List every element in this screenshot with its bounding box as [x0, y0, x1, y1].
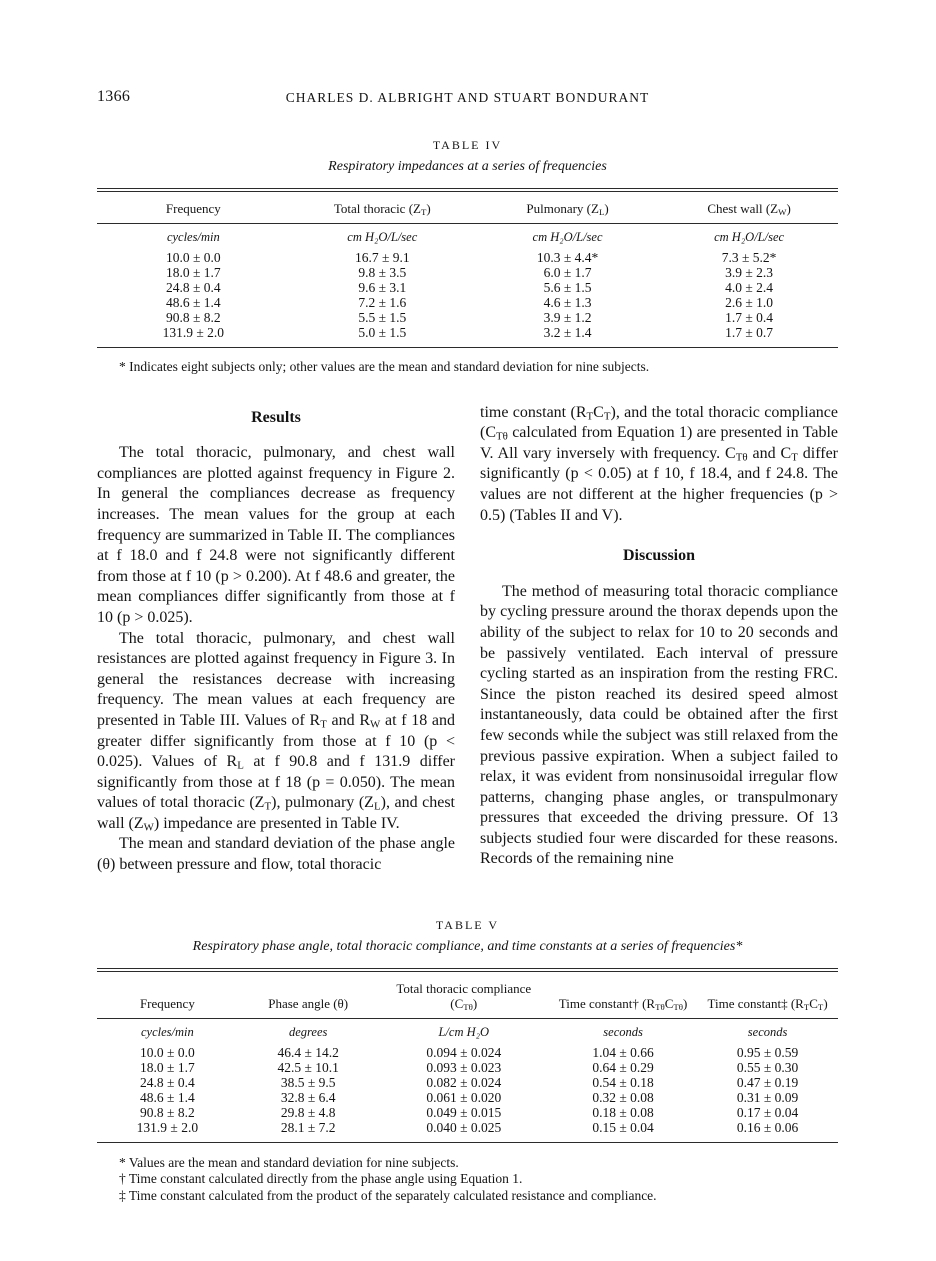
table-iv-section: [97, 138, 838, 375]
discussion-heading: Discussion: [622, 547, 696, 565]
unit-cell: cycles/min: [141, 1024, 194, 1039]
table-row: [97, 265, 838, 280]
cell: 0.32 ± 0.08: [592, 1089, 654, 1105]
column-header: Frequency: [97, 970, 238, 1019]
cell: 90.8 ± 8.2: [165, 309, 221, 325]
table-iv-header-row: [97, 190, 838, 223]
cell: 3.9 ± 1.2: [543, 309, 592, 325]
cell: 3.9 ± 2.3: [725, 264, 774, 280]
paragraph: The total thoracic, pulmonary, and chest wall resistances are plotted against frequency in Figure 3. In general the resistances decrease with increasing frequency. The mean values at each frequency are presented in Table III. Values of $R_T$ and $R_W$ at f 18 and greater differ significantly from those at f 10 (p < 0.025). Values of $R_L$ at f 90.8 and f 131.9 differ significantly from those at f 18 (p = 0.050). The mean values of total thoracic $(Z_T)$, pulmonary $(Z_L)$, and chest wall $(Z_W)$ impedance are presented in Table IV.: [97, 629, 456, 834]
unit-cell: degrees: [288, 1024, 328, 1039]
cell: 0.061 ± 0.020: [426, 1089, 502, 1105]
table-v-label: TABLE V: [435, 917, 500, 932]
cell: 4.6 ± 1.3: [543, 294, 592, 310]
cell: 3.2 ± 1.4: [543, 324, 592, 340]
cell: 0.47 ± 0.19: [736, 1074, 799, 1090]
cell: 0.18 ± 0.08: [592, 1104, 654, 1120]
cell: 2.6 ± 1.0: [725, 294, 774, 310]
cell: 6.0 ± 1.7: [543, 264, 592, 280]
column-header: Chest wall $(Z_W)$: [660, 190, 838, 223]
cell: 10.0 ± 0.0: [165, 249, 221, 265]
cell: 28.1 ± 7.2: [280, 1119, 336, 1135]
cell: 18.0 ± 1.7: [140, 1059, 195, 1075]
table-iv-footnote: * Indicates eight subjects only; other values are the mean and standard deviation for nine subjects.: [119, 358, 650, 374]
cell: 24.8 ± 0.4: [165, 279, 221, 295]
cell: 0.082 ± 0.024: [426, 1074, 502, 1090]
column-header: Phase angle (θ): [238, 970, 379, 1019]
table-row: [97, 1075, 838, 1090]
cell: 0.55 ± 0.30: [736, 1059, 799, 1075]
cell: 32.8 ± 6.4: [280, 1089, 336, 1105]
table-v-footnote: † Time constant calculated directly from the phase angle using Equation 1.: [119, 1171, 523, 1187]
table-v-footnote: * Values are the mean and standard deviation for nine subjects.: [119, 1154, 459, 1170]
cell: 9.6 ± 3.1: [358, 279, 407, 295]
left-column: [97, 403, 455, 876]
unit-cell: cycles/min: [166, 229, 220, 244]
cell: 10.3 ± 4.4*: [536, 249, 599, 265]
cell: 48.6 ± 1.4: [140, 1089, 195, 1105]
cell: 18.0 ± 1.7: [165, 264, 221, 280]
cell: 0.093 ± 0.023: [426, 1059, 502, 1075]
cell: 0.17 ± 0.04: [736, 1104, 799, 1120]
cell: 29.8 ± 4.8: [280, 1104, 336, 1120]
table-iv: [97, 188, 838, 348]
table-row: [97, 1105, 838, 1120]
unit-cell: L/cm H₂O: [438, 1024, 490, 1039]
units-row: [97, 223, 838, 248]
cell: 7.2 ± 1.6: [358, 294, 407, 310]
table-row: [97, 1043, 838, 1060]
cell: 131.9 ± 2.0: [136, 1119, 199, 1135]
table-row: [97, 325, 838, 348]
table-v-footnotes: [97, 1155, 838, 1205]
table-iv-caption: Respiratory impedances at a series of frequencies: [328, 159, 607, 174]
cell: 0.040 ± 0.025: [426, 1119, 502, 1135]
unit-cell: cm H₂O/L/sec: [532, 229, 603, 244]
cell: 0.31 ± 0.09: [736, 1089, 799, 1105]
unit-cell: seconds: [747, 1024, 788, 1039]
page-number: 1366: [97, 88, 131, 105]
table-v-footnote: ‡ Time constant calculated from the product of the separately calculated resistance and compliance.: [119, 1187, 657, 1203]
table-row: [97, 280, 838, 295]
paragraph: The mean and standard deviation of the phase angle (θ) between pressure and flow, total thoracic: [97, 835, 455, 874]
cell: 5.0 ± 1.5: [358, 324, 407, 340]
unit-cell: seconds: [603, 1024, 643, 1039]
table-row: [97, 1090, 838, 1105]
cell: 1.7 ± 0.4: [725, 309, 774, 325]
cell: 46.4 ± 14.2: [277, 1044, 339, 1060]
cell: 1.04 ± 0.66: [592, 1044, 654, 1060]
column-header: Time constant† $(R_{T\theta}C_{T\theta})$: [549, 970, 697, 1019]
paragraph: time constant $(R_TC_T)$, and the total thoracic compliance ($C_{T\theta}$ calculated from Equation 1) are presented in Table V. All vary inversely with frequency. $C_{T\theta}$ and $C_T$ differ significantly (p < 0.05) at f 10, f 18.4, and f 24.8. The values are not different at the higher frequencies (p > 0.5) (Tables II and V).: [480, 403, 839, 524]
cell: 42.5 ± 10.1: [277, 1059, 339, 1075]
cell: 0.54 ± 0.18: [592, 1074, 654, 1090]
table-row: [97, 248, 838, 265]
table-v: [97, 968, 838, 1143]
page-header: [97, 88, 838, 108]
cell: 16.7 ± 9.1: [354, 249, 410, 265]
cell: 0.049 ± 0.015: [426, 1104, 502, 1120]
column-header: Total thoracic compliance $(C_{T\theta})$: [379, 970, 549, 1019]
cell: 7.3 ± 5.2*: [721, 249, 777, 265]
paragraph: The method of measuring total thoracic compliance by cycling pressure around the thorax depends upon the ability of the subject to relax for 10 to 20 seconds and be passively ventilated. Each interval of pressure cycling started as an inspiration from the resting FRC. Since the piston reached its desired speed almost instantaneously, data could be obtained after the first few seconds while the subject was still relaxed from the previous passive expiration. When a subject failed to relax, it was evident from nonsinusoidal irregular flow patterns, changing phase angles, or transpulmonary pressures that exceeded the driving pressure. Of 13 subjects studied four were discarded for these reasons. Records of the remaining nine: [480, 582, 838, 868]
unit-cell: cm H₂O/L/sec: [347, 229, 418, 244]
column-header: Total thoracic $(Z_T)$: [290, 190, 475, 223]
paragraph: The total thoracic, pulmonary, and chest wall compliances are plotted against frequency in Figure 2. In general the compliances decrease as frequency increases. The mean values for the group at each frequency are summarized in Table II. The compliances at f 18.0 and f 24.8 were not significantly different from those at f 10 (p > 0.200). At f 48.6 and greater, the mean compliances differ significantly from those at f 10 (p > 0.025).: [97, 444, 455, 626]
table-row: [97, 310, 838, 325]
right-column: [480, 403, 838, 876]
cell: 38.5 ± 9.5: [280, 1074, 336, 1090]
cell: 0.16 ± 0.06: [736, 1119, 799, 1135]
column-header: Time constant‡ $(R_TC_T)$: [697, 970, 838, 1019]
units-row: [97, 1018, 838, 1043]
table-v-section: [97, 918, 838, 1205]
cell: 1.7 ± 0.7: [725, 324, 774, 340]
cell: 0.15 ± 0.04: [592, 1119, 654, 1135]
cell: 48.6 ± 1.4: [165, 294, 221, 310]
cell: 0.95 ± 0.59: [736, 1044, 799, 1060]
table-row: [97, 295, 838, 310]
cell: 5.5 ± 1.5: [358, 309, 407, 325]
cell: 4.0 ± 2.4: [725, 279, 774, 295]
column-header: Frequency: [97, 190, 290, 223]
running-head: CHARLES D. ALBRIGHT AND STUART BONDURANT: [285, 90, 650, 105]
table-row: [97, 1120, 838, 1143]
table-v-caption: Respiratory phase angle, total thoracic compliance, and time constants at a series of frequencies*: [192, 938, 743, 954]
cell: 90.8 ± 8.2: [140, 1104, 195, 1120]
body-columns: [97, 403, 838, 876]
cell: 0.64 ± 0.29: [592, 1059, 654, 1075]
column-header: Pulmonary $(Z_L)$: [475, 190, 660, 223]
cell: 5.6 ± 1.5: [543, 279, 592, 295]
table-iv-label: TABLE IV: [432, 138, 503, 152]
cell: 9.8 ± 3.5: [358, 264, 407, 280]
table-v-header-row: [97, 970, 838, 1019]
cell: 10.0 ± 0.0: [140, 1044, 195, 1060]
table-row: [97, 1060, 838, 1075]
cell: 0.094 ± 0.024: [426, 1044, 502, 1060]
results-heading: Results: [251, 408, 301, 426]
cell: 131.9 ± 2.0: [162, 324, 225, 340]
unit-cell: cm H₂O/L/sec: [714, 229, 785, 244]
cell: 24.8 ± 0.4: [140, 1074, 195, 1090]
